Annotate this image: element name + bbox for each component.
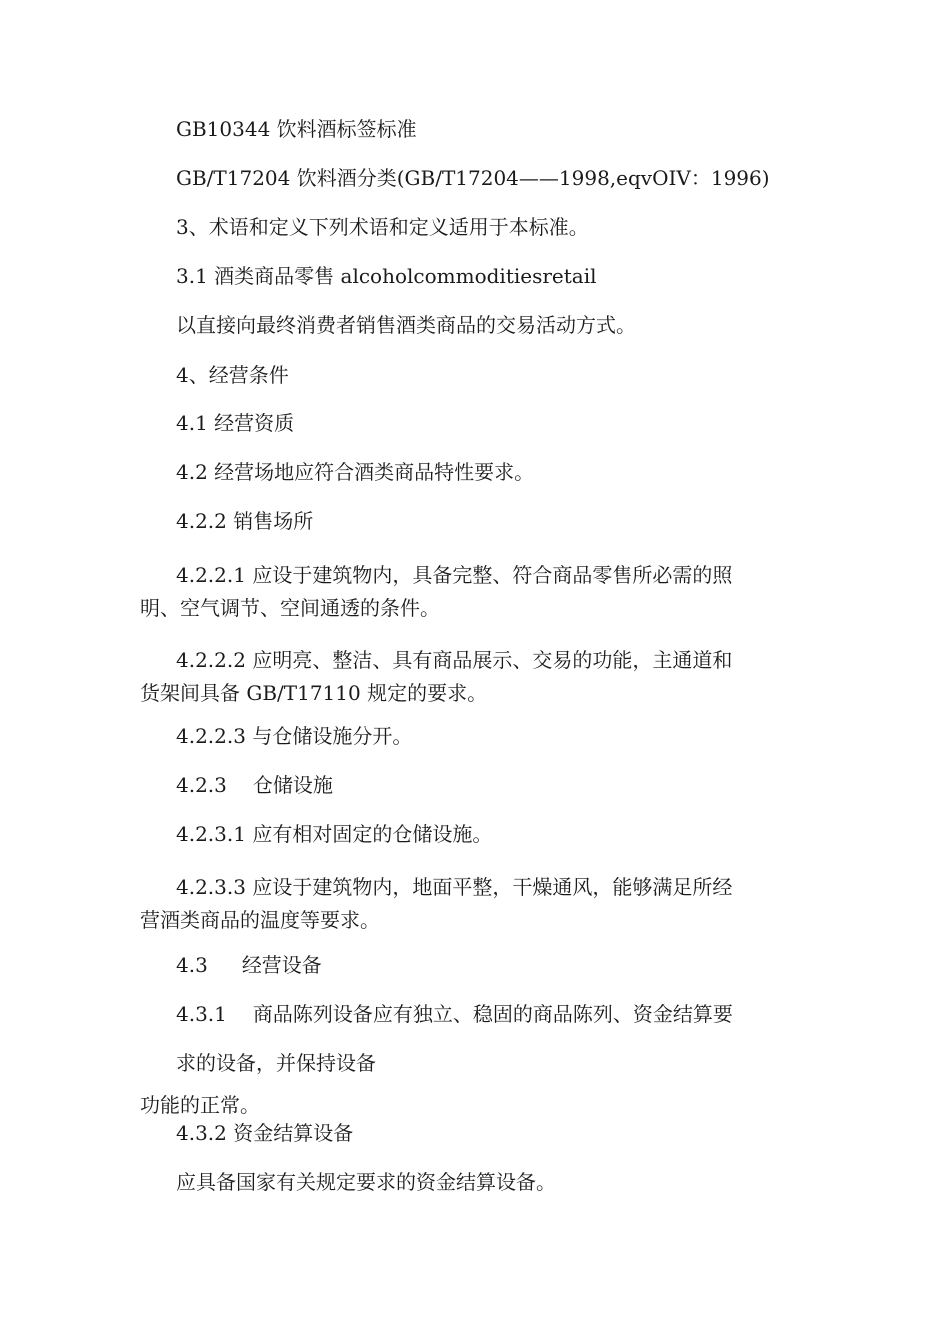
clause-number: 4.3.1 bbox=[176, 1002, 227, 1026]
text-line: 4.2.2.1 应设于建筑物内，具备完整、符合商品零售所必需的照 bbox=[176, 563, 733, 587]
text-line bbox=[176, 771, 333, 799]
text-line: 4.1 经营资质 bbox=[176, 411, 295, 435]
clause-number: 4.3 bbox=[176, 953, 208, 977]
text-line: 4.2 经营场地应符合酒类商品特性要求。 bbox=[176, 460, 535, 484]
text-line: 4.2.3.3 应设于建筑物内，地面平整，干燥通风，能够满足所经 bbox=[176, 875, 733, 899]
text-line: 以直接向最终消费者销售酒类商品的交易活动方式。 bbox=[176, 313, 636, 337]
clause-text: 仓储设施 bbox=[252, 773, 333, 797]
text-line: 明、空气调节、空间通透的条件。 bbox=[140, 596, 440, 620]
clause-text: 商品陈列设备应有独立、稳固的商品陈列、资金结算要 bbox=[252, 1002, 733, 1026]
text-line: 3、术语和定义下列术语和定义适用于本标准。 bbox=[176, 215, 589, 239]
clause-number: 4.2.3 bbox=[176, 773, 227, 797]
section-heading: 4、经营条件 bbox=[176, 363, 289, 387]
text-line: 功能的正常。 bbox=[140, 1093, 260, 1117]
text-line: 营酒类商品的温度等要求。 bbox=[140, 908, 380, 932]
text-line: 货架间具备 GB/T17110 规定的要求。 bbox=[140, 681, 488, 705]
text-line bbox=[176, 1000, 733, 1028]
text-line: 4.3.2 资金结算设备 bbox=[176, 1121, 354, 1145]
text-line: 4.2.2 销售场所 bbox=[176, 509, 314, 533]
text-line: 3.1 酒类商品零售 alcoholcommoditiesretail bbox=[176, 264, 597, 288]
text-line: GB/T17204 饮料酒分类(GB/T17204——1998,eqvOIV：1996) bbox=[176, 166, 770, 190]
text-line: 应具备国家有关规定要求的资金结算设备。 bbox=[176, 1170, 556, 1194]
text-line: 4.2.3.1 应有相对固定的仓储设施。 bbox=[176, 822, 493, 846]
clause-text: 经营设备 bbox=[241, 953, 322, 977]
text-line: 4.2.2.2 应明亮、整洁、具有商品展示、交易的功能，主通道和 bbox=[176, 648, 733, 672]
text-line: GB10344 饮料酒标签标准 bbox=[176, 117, 417, 141]
text-line: 4.2.2.3 与仓储设施分开。 bbox=[176, 724, 413, 748]
text-line bbox=[176, 951, 322, 979]
text-line: 求的设备，并保持设备 bbox=[176, 1051, 376, 1075]
